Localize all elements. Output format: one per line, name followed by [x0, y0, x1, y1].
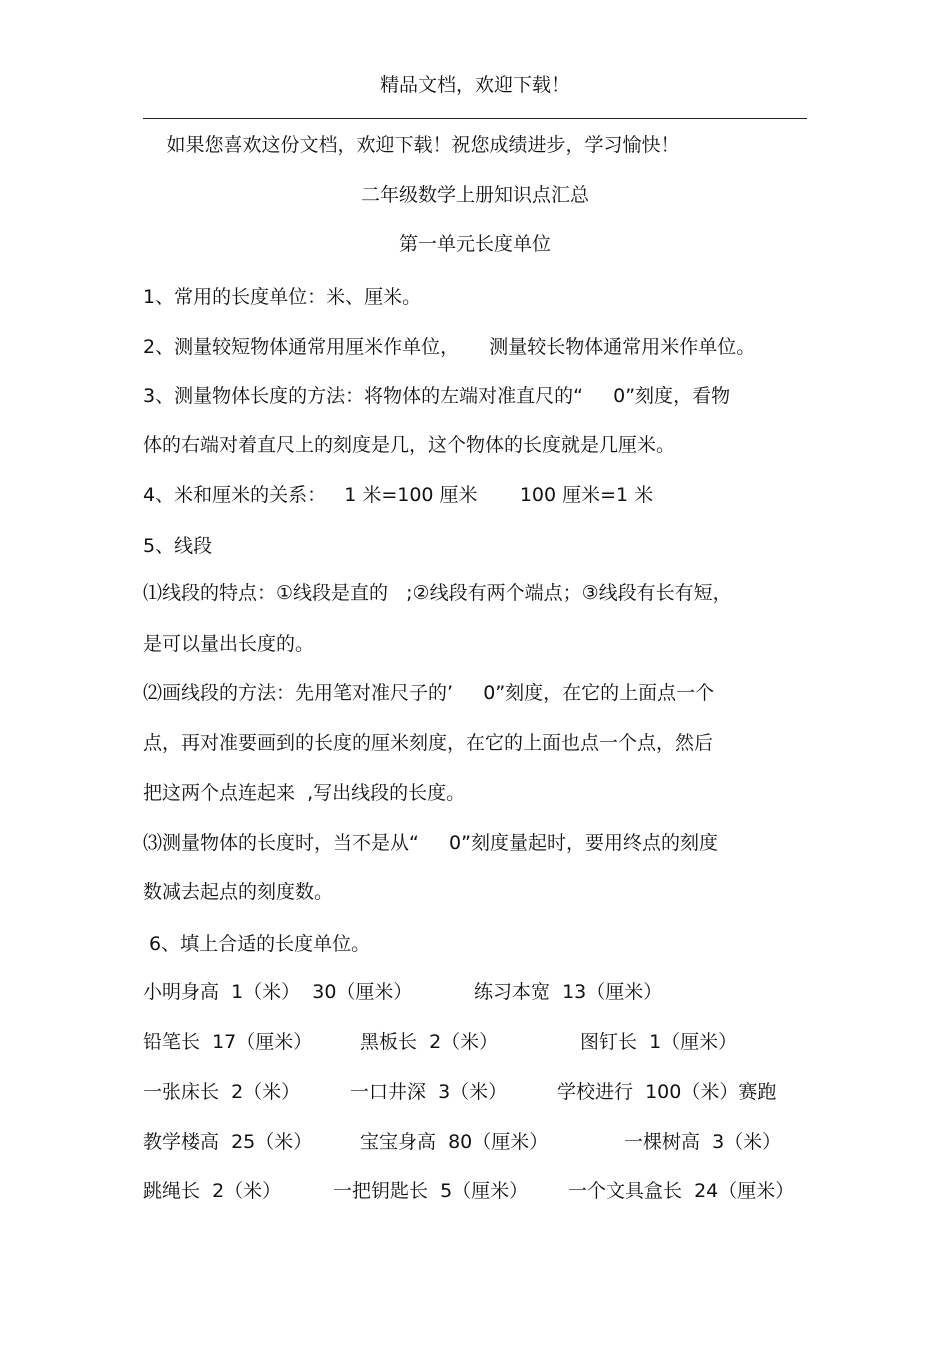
text-line-7: ⑴线段的特点：①线段是直的 ;②线段有两个端点；③线段有长有短，	[143, 582, 732, 604]
text-line-13: 数减去起点的刻度数。	[143, 881, 334, 903]
text-line-2: 2、测量较短物体通常用厘米作单位， 测量较长物体通常用米作单位。	[143, 336, 756, 358]
text-line-1: 1、常用的长度单位：米、厘米。	[143, 286, 422, 308]
table-cell: 教学楼高 25（米）	[143, 1131, 313, 1153]
table-cell: 练习本宽 13（厘米）	[474, 981, 663, 1003]
table-cell: 一把钥匙长 5（厘米）	[333, 1180, 529, 1202]
table-cell: 跳绳长 2（米）	[143, 1180, 282, 1202]
text-line-12: ⑶测量物体的长度时，当不是从“ 0”刻度量起时，要用终点的刻度	[143, 832, 718, 854]
section-title: 第一单元长度单位	[398, 233, 551, 255]
text-line-5: 4、米和厘米的关系： 1 米=100 厘米 100 厘米=1 米	[143, 484, 654, 506]
table-cell: 一张床长 2（米）	[143, 1081, 301, 1103]
table-row	[0, 1027, 950, 1057]
text-line-9: ⑵画线段的方法：先用笔对准尺子的’ 0”刻度，在它的上面点一个	[143, 682, 715, 704]
text-line-14: 6、填上合适的长度单位。	[143, 933, 371, 955]
text-line-4: 体的右端对着直尺上的刻度是几，这个物体的长度就是几厘米。	[143, 434, 676, 456]
table-cell: 黑板长 2（米）	[360, 1031, 499, 1053]
table-cell: 铅笔长 17（厘米）	[143, 1031, 313, 1053]
text-line-11: 把这两个点连起来 ,写出线段的长度。	[143, 782, 466, 804]
table-cell: 一棵树高 3（米）	[624, 1131, 782, 1153]
text-line-8: 是可以量出长度的。	[143, 633, 315, 655]
table-row	[0, 1127, 950, 1157]
intro-text: 如果您喜欢这份文档，欢迎下载！祝您成绩进步，学习愉快！	[166, 134, 680, 156]
table-row	[0, 977, 950, 1007]
table-cell: 宝宝身高 80（厘米）	[360, 1131, 549, 1153]
table-cell: 小明身高 1（米） 30（厘米）	[143, 981, 413, 1003]
header-divider	[143, 118, 807, 119]
table-row	[0, 1176, 950, 1206]
text-line-3: 3、测量物体长度的方法：将物体的左端对准直尺的“ 0”刻度，看物	[143, 385, 731, 407]
text-line-10: 点，再对准要画到的长度的厘米刻度，在它的上面也点一个点，然后	[143, 732, 714, 754]
table-cell: 图钉长 1（厘米）	[580, 1031, 738, 1053]
table-row	[0, 1077, 950, 1107]
table-cell: 一口井深 3（米）	[350, 1081, 508, 1103]
table-cell: 一个文具盒长 24（厘米）	[568, 1180, 795, 1202]
table-cell: 学校进行 100（米）赛跑	[557, 1081, 777, 1103]
document-title: 二年级数学上册知识点汇总	[360, 184, 589, 206]
page-header: 精品文档，欢迎下载！	[379, 74, 570, 96]
text-line-6: 5、线段	[143, 535, 213, 557]
